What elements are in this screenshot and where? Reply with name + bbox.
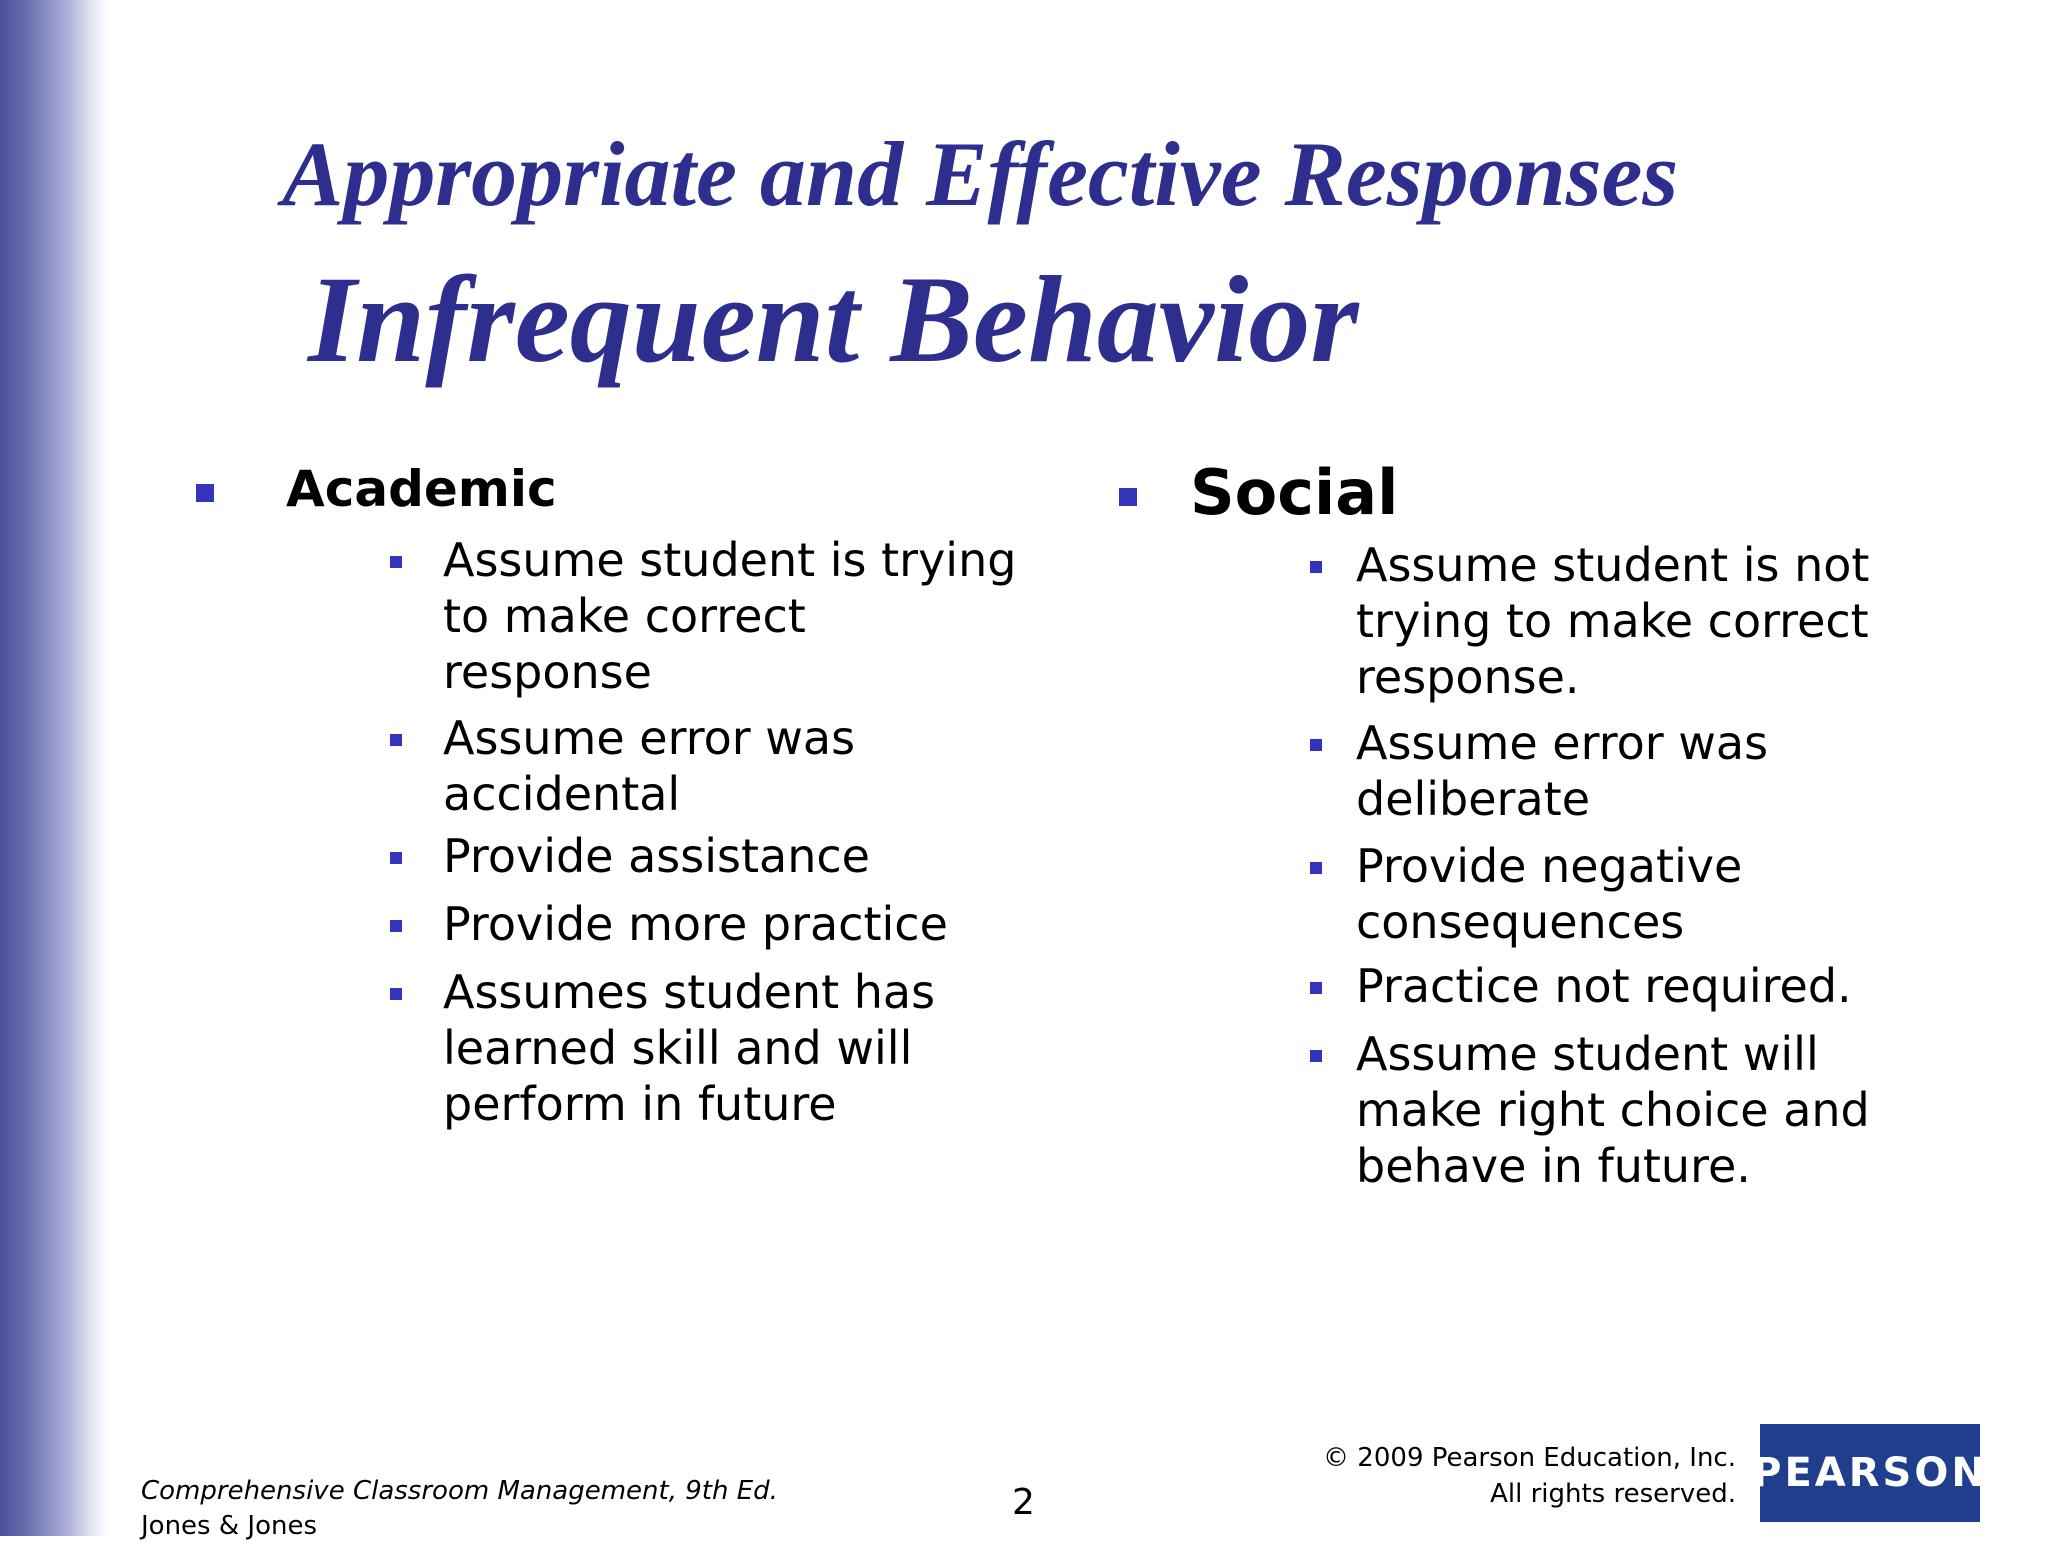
bullet-square-icon xyxy=(390,556,402,568)
pearson-logo xyxy=(1752,1424,1988,1522)
bullet-square-icon xyxy=(1310,862,1322,874)
list-item: Assume student is trying to make correct response xyxy=(390,532,1016,700)
bullet-square-icon xyxy=(196,484,214,502)
bullet-square-icon xyxy=(390,988,402,1000)
list-item: Provide more practice xyxy=(390,896,948,952)
list-item: Provide assistance xyxy=(390,828,870,884)
bullet-square-icon xyxy=(1310,982,1322,994)
page-number: 2 xyxy=(1012,1482,1035,1523)
social-heading: Social xyxy=(1190,456,1399,529)
list-item: Assumes student has learned skill and will perform in future xyxy=(390,964,935,1132)
footer-copyright xyxy=(1323,1440,1736,1512)
book-title: Comprehensive Classroom Management, 9th Ed. xyxy=(141,1476,778,1506)
list-item: Assume error was accidental xyxy=(390,710,855,822)
bullet-square-icon xyxy=(390,734,402,746)
list-item: Assume error was deliberate xyxy=(1310,715,1768,827)
list-item: Provide negative consequences xyxy=(1310,838,1742,950)
rights-text: All rights reserved. xyxy=(1490,1479,1736,1509)
slide-title: Appropriate and Effective Responses xyxy=(282,123,1679,225)
copyright-text: © 2009 Pearson Education, Inc. xyxy=(1323,1443,1736,1473)
list-item: Assume student will make right choice and behave in future. xyxy=(1310,1026,1870,1194)
bullet-square-icon xyxy=(390,920,402,932)
academic-heading: Academic xyxy=(286,460,557,518)
bullet-square-icon xyxy=(1310,739,1322,751)
pearson-logo-text: PEARSON xyxy=(1752,1450,1988,1496)
slide-subtitle: Infrequent Behavior xyxy=(308,251,1359,388)
footer-book-info xyxy=(141,1474,778,1544)
book-authors: Jones & Jones xyxy=(141,1511,317,1541)
bullet-square-icon xyxy=(1310,1050,1322,1062)
list-item: Assume student is not trying to make correct response. xyxy=(1310,537,1869,705)
bullet-square-icon xyxy=(390,852,402,864)
bullet-square-icon xyxy=(1310,561,1322,573)
list-item: Practice not required. xyxy=(1310,958,1852,1014)
bullet-square-icon xyxy=(1119,488,1137,506)
left-gradient-bar xyxy=(0,0,110,1536)
